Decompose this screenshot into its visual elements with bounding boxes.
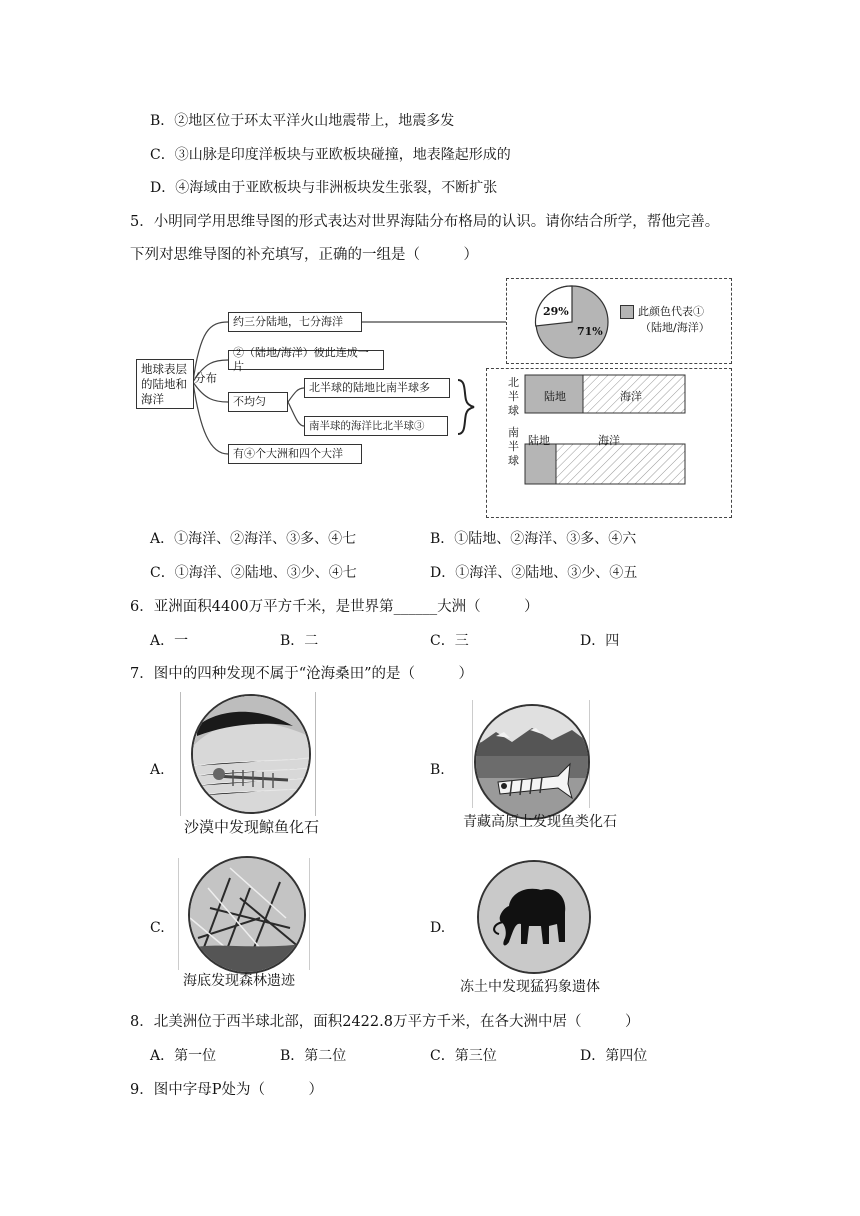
curly-brace: [458, 380, 474, 434]
q7-label-b: B.: [430, 762, 445, 778]
q8-option-c: C．第三位: [430, 1048, 497, 1064]
mammoth-icon: [479, 862, 589, 972]
q8-option-a: A．第一位: [150, 1048, 217, 1064]
q6-stem: 6．亚洲面积4400万平方千米，是世界第______大洲（ ）: [130, 599, 539, 615]
seabed-forest-image: [188, 856, 306, 974]
q6-option-b: B．二: [280, 633, 319, 649]
q5-stem-line1: 5．小明同学用思维导图的形式表达对世界海陆分布格局的认识。请你结合所学，帮他完善。: [130, 214, 720, 230]
q5-option-c: C．①海洋、②陆地、③少、④七: [150, 565, 357, 581]
q5-option-d: D．①海洋、②陆地、③少、④五: [430, 565, 638, 581]
north-land-label: 陆地: [544, 390, 566, 403]
q8-stem: 8．北美洲位于西半球北部，面积2422.8万平方千米，在各大洲中居（ ）: [130, 1014, 640, 1030]
q7-label-d: D.: [430, 920, 446, 936]
fish-fossil-icon: [476, 706, 588, 818]
whale-fossil-desert-image: [191, 694, 311, 814]
q9-stem: 9．图中字母P处为（ ）: [130, 1082, 323, 1098]
q7-label-c: C.: [150, 920, 165, 936]
south-ocean-bar: [556, 444, 685, 484]
q8-option-d: D．第四位: [580, 1048, 648, 1064]
q5-stem-line2: 下列对思维导图的补充填写，正确的一组是（ ）: [130, 247, 478, 263]
pie-label-small: 29%: [543, 305, 569, 318]
mind-map-branch-ratio: 约三分陆地，七分海洋: [228, 312, 362, 332]
q7-caption-b: 青藏高原上发现鱼类化石: [463, 814, 617, 830]
q7-label-a: A.: [150, 762, 165, 778]
pie-label-large: 71%: [577, 325, 603, 338]
q6-option-a: A．一: [150, 633, 189, 649]
mind-map-branch-uneven: 不均匀: [228, 392, 288, 412]
mind-map-sub-north: 北半球的陆地比南半球多: [304, 378, 450, 398]
q7-caption-c: 海底发现森林遗迹: [183, 973, 295, 989]
mammoth-permafrost-image: [477, 860, 591, 974]
legend-text-1: 此颜色代表①: [638, 305, 704, 318]
mind-map-branch-label: 分布: [194, 371, 217, 385]
q7-stem: 7．图中的四种发现不属于“沧海桑田”的是（ ）: [130, 666, 474, 682]
seabed-forest-icon: [190, 858, 304, 972]
north-ocean-label: 海洋: [620, 390, 642, 403]
q4-option-d: D．④海域由于亚欧板块与非洲板块发生张裂，不断扩张: [150, 180, 498, 196]
mind-map-branch-continents: 有④个大洲和四个大洋: [228, 444, 362, 464]
south-ocean-label: 海洋: [598, 434, 620, 447]
q7-caption-a: 沙漠中发现鲸鱼化石: [184, 818, 320, 836]
mind-map-sub-south: 南半球的海洋比北半球③: [304, 416, 448, 436]
whale-fossil-icon: [193, 696, 309, 812]
q7-caption-d: 冻土中发现猛犸象遗体: [460, 979, 600, 995]
q5-option-b: B．①陆地、②海洋、③多、④六: [430, 531, 637, 547]
legend-text-2: （陆地/海洋）: [640, 321, 710, 334]
fish-fossil-plateau-image: [474, 704, 590, 820]
south-land-label: 陆地: [528, 434, 550, 447]
q4-option-c: C．③山脉是印度洋板块与亚欧板块碰撞，地表隆起形成的: [150, 147, 511, 163]
q8-option-b: B．第二位: [280, 1048, 347, 1064]
q6-option-d: D．四: [580, 633, 620, 649]
mind-map-branch-connected: ②（陆地/海洋）彼此连成一片: [228, 350, 384, 370]
q5-option-a: A．①海洋、②海洋、③多、④七: [150, 531, 357, 547]
q6-option-c: C．三: [430, 633, 469, 649]
mind-map-root: 地球表层的陆地和海洋: [136, 359, 194, 409]
legend-swatch: [620, 305, 634, 319]
q4-option-b: B．②地区位于环太平洋火山地震带上，地震多发: [150, 113, 455, 129]
south-hemisphere-label: 南半球: [508, 426, 519, 467]
north-hemisphere-label: 北半球: [508, 376, 519, 417]
